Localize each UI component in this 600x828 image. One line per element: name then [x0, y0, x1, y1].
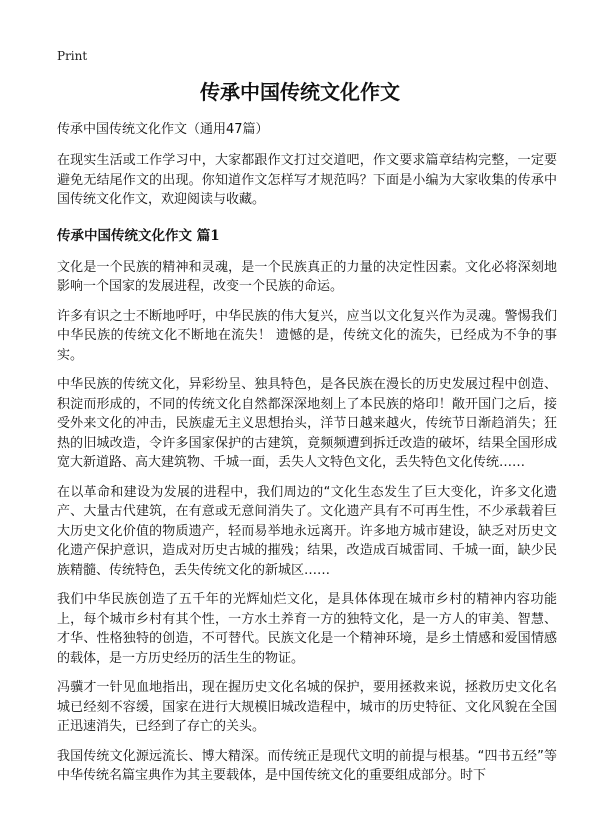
intro-paragraph: 在现实生活或工作学习中，大家都跟作文打过交道吧，作文要求篇章结构完整，一定要避免无结尾作文的出现。你知道作文怎样写才规范吗？下面是小编为大家收集的传承中国传统文化作文，欢迎阅读与收藏。: [57, 153, 557, 207]
body-paragraph: 许多有识之士不断地呼吁，中华民族的伟大复兴，应当以文化复兴作为灵魂。警惕我们中华民族的传统文化不断地在流失！ 遗憾的是，传统文化的流失，已经成为不争的事实。: [57, 308, 557, 363]
body-paragraph: 中华民族的传统文化，异彩纷呈、独具特色，是各民族在漫长的历史发展过程中创造、积淀而形成的，不同的传统文化自然都深深地刻上了本民族的烙印！敞开国门之后，接受外来文化的冲击，民族虚无主义思想抬头，洋节日越来越火，传统节日渐趋消失；狂热的旧城改造，令许多国家保护的古建筑，竟频频遭到拆迁改造的破坏，结果全国形成宽大新道路、高大建筑物、千城一面，丢失人文特色文化，丢失特色文化传统……: [57, 377, 557, 470]
document-body: [57, 151, 557, 796]
document-title: 传承中国传统文化作文: [200, 80, 400, 104]
body-paragraph: 我国传统文化源远流长、博大精深。而传统正是现代文明的前提与根基。“四书五经”等中华传统名篇宝典作为其主要载体，是中国传统文化的重要组成部分。时下: [57, 748, 557, 783]
body-paragraph: 在以革命和建设为发展的进程中，我们周边的“文化生态发生了巨大变化，许多文化遗产、大量古代建筑，在有意或无意间消失了。文化遗产具有不可再生性，不少承载着巨大历史文化价值的物质遗产，轻而易举地永远离开。许多地方城市建设，缺乏对历史文化遗产保护意识，造成对历史古城的摧残；结果，改造成百城雷同、千城一面，缺少民族精髓、传统特色，丢失传统文化的新城区……: [57, 484, 557, 578]
body-paragraph: 我们中华民族创造了五千年的光辉灿烂文化，是具体体现在城市乡村的精神内容功能上，每个城市乡村有其个性，一方水土养育一方的独特文化，是一方人的审美、智慧、才华、性格独特的创造，不可替代。民族文化是一个精神环境，是乡土情感和爱国情感的载体，是一方历史经历的活生生的物证。: [57, 592, 557, 666]
document-subtitle: 传承中国传统文化作文（通用47篇）: [57, 122, 269, 137]
print-link[interactable]: Print: [57, 49, 88, 63]
body-paragraph: 冯骥才一针见血地指出，现在握历史文化名城的保护，要用拯救来说，拯救历史文化名城已经刻不容缓，国家在进行大规模旧城改造程中，城市的历史特征、文化风貌在全国正迅速消失，已经到了存亡的关头。: [57, 680, 557, 734]
section-heading: 传承中国传统文化作文 篇1: [57, 227, 220, 244]
body-paragraph: 文化是一个民族的精神和灵魂，是一个民族真正的力量的决定性因素。文化必将深刻地影响一个国家的发展进程，改变一个民族的命运。: [57, 259, 557, 294]
